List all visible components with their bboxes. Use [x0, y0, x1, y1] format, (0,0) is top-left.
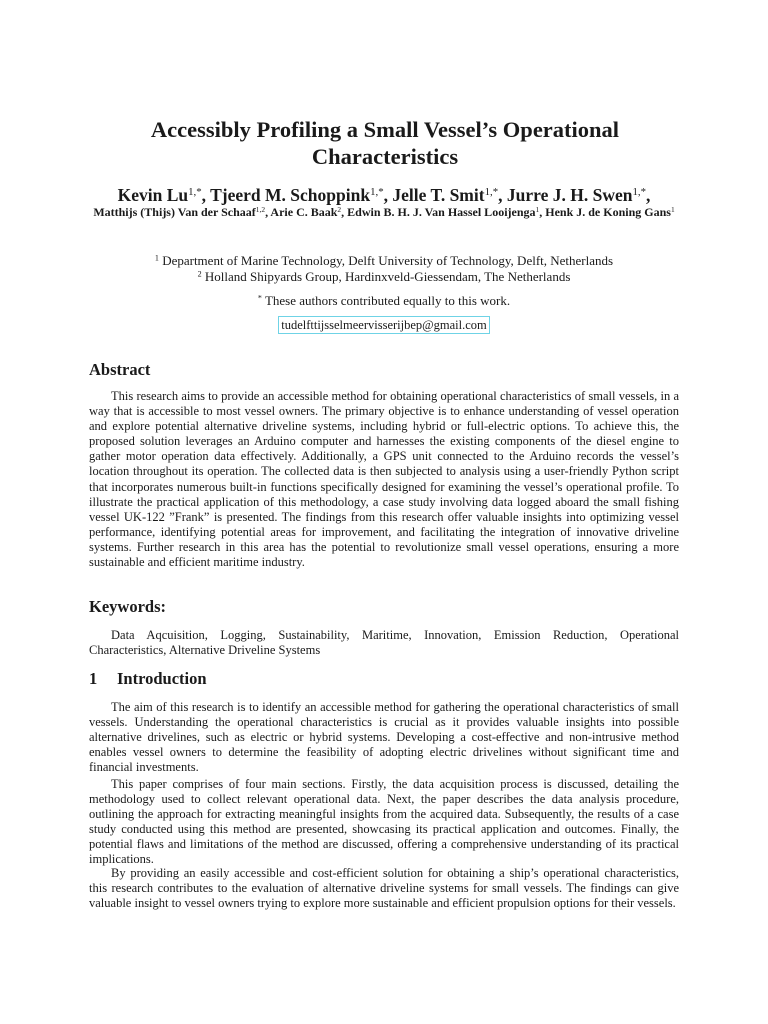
paper-title: Accessibly Profiling a Small Vessel’s Operational Characteristics — [150, 117, 620, 169]
author-name: Arie C. Baak — [270, 205, 338, 219]
introduction-paragraph: The aim of this research is to identify an accessible method for gathering the operational characteristics of small vessels. Understanding the operational characteristics is crucial as it provides valuable insights into possible alternative drivelines, such as electric or hybrid systems. Developing a cost-effective and non-intrusive method enables vessel owners to determine the feasibility of adopting electric drivelines without significant time and financial investments. — [89, 700, 679, 775]
keywords-text: Data Aqcuisition, Logging, Sustainability, Maritime, Innovation, Emission Reduction, Operational Characteristics, Alternative Driveline Systems — [89, 628, 679, 658]
author-name: Matthijs (Thijs) Van der Schaaf — [93, 205, 256, 219]
author-list-primary: Kevin $Lu^{1,*}$, Tjeerd M. Schoppink$^{1,*}$, Jelle T. Smit$^{1,*}$, Jurre J. H. Swen$^{1,*}$, — [117, 185, 651, 205]
author-affiliation-mark: 1,* — [188, 186, 202, 199]
affiliation-mark: 2 — [197, 269, 202, 279]
equal-contribution-note — [84, 292, 684, 309]
author-name: Edwin B. H. J. Van Hassel Looijenga — [347, 205, 536, 219]
author-affiliation-mark: 1,2 — [255, 204, 266, 214]
author-affiliation-mark: 2 — [337, 204, 342, 214]
author-name: Jelle T. Smit — [392, 185, 485, 205]
affiliation-2 — [84, 268, 684, 285]
affiliation-text: Holland Shipyards Group, Hardinxveld-Giessendam, The Netherlands — [204, 269, 571, 284]
keywords-heading: Keywords: — [89, 597, 166, 616]
introduction-heading — [89, 669, 207, 689]
section-number: 1 — [89, 669, 98, 688]
author-name: Jurre J. H. Swen — [506, 185, 633, 205]
author-name: Kevin Lu — [117, 185, 189, 205]
introduction-paragraph: This paper comprises of four main sections. Firstly, the data acquisition process is discussed, detailing the methodology used to collect relevant operational data. Next, the paper describes the data analysis procedure, outlining the approach for extracting meaningful insights from the acquired data. Subsequently, the results of a case study conducted using this method are presented, showcasing its practical application and outcomes. Finally, the potential flaws and limitations of the method are discussed, offering a comprehensive understanding of its practical implications. — [89, 777, 679, 867]
equal-contribution-text: These authors contributed equally to this work. — [264, 293, 511, 308]
contact-email-link[interactable]: tudelfttijsselmeervisserijbep@gmail.com — [278, 316, 490, 334]
abstract-heading: Abstract — [89, 360, 151, 379]
author-affiliation-mark: 1,* — [370, 186, 384, 199]
author-affiliation-mark: 1 — [535, 204, 540, 214]
author-name: Henk J. de Koning Gans — [545, 205, 671, 219]
author-affiliation-mark: 1,* — [632, 186, 647, 199]
author-affiliation-mark: 1 — [670, 204, 675, 214]
abstract-text: This research aims to provide an accessible method for obtaining operational characteristics of small vessels, in a way that is accessible to most vessel owners. The primary objective is to enhance understanding of vessel operation and explore potential alternative driveline systems, including hybrid or full-electric options. To achieve this, the proposed solution leverages an Arduino computer and harnesses the existing components of the diesel engine to gather motor operation data effectively. Additionally, a GPS unit connected to the Arduino records the vessel’s location throughout its operation. The collected data is then subjected to analysis using a user-friendly Python script that incorporates numerous built-in functions specifically designed for examining the vessel’s operational profile. To illustrate the practical application of this methodology, a case study involving data logged aboard the small fishing vessel UK-122 ”Frank” is presented. The findings from this research offer valuable insights into optimizing vessel performance, identifying potential areas for improvement, and facilitating the integration of innovative driveline systems. Further research in this area has the potential to revolutionize small vessel operations, ensuring a more sustainable and efficient maritime industry. — [89, 389, 679, 570]
author-list-secondary: Matthijs (Thijs) Van der Schaaf$^{1,2}$, Arie C. Baak$^2$, Edwin B. H. J. Van Hassel Looijenga$^1$, Henk J. de Koning Gans$^1$ — [93, 204, 675, 219]
affiliation-1 — [84, 252, 684, 269]
section-title: Introduction — [117, 669, 207, 688]
affiliation-mark: 1 — [154, 253, 159, 263]
contact-email-container — [84, 316, 684, 334]
author-name: Tjeerd M. Schoppink — [210, 185, 371, 205]
author-affiliation-mark: 1,* — [484, 186, 499, 199]
introduction-paragraph: By providing an easily accessible and cost-efficient solution for obtaining a ship’s operational characteristics, this research contributes to the evaluation of alternative driveline systems for small vessels. The findings can give valuable insight to vessel owners trying to explore more sustainable and efficient propulsion options for their vessels. — [89, 866, 679, 911]
equal-contribution-mark: * — [257, 293, 262, 303]
affiliation-text: Department of Marine Technology, Delft University of Technology, Delft, Netherlands — [162, 253, 614, 268]
